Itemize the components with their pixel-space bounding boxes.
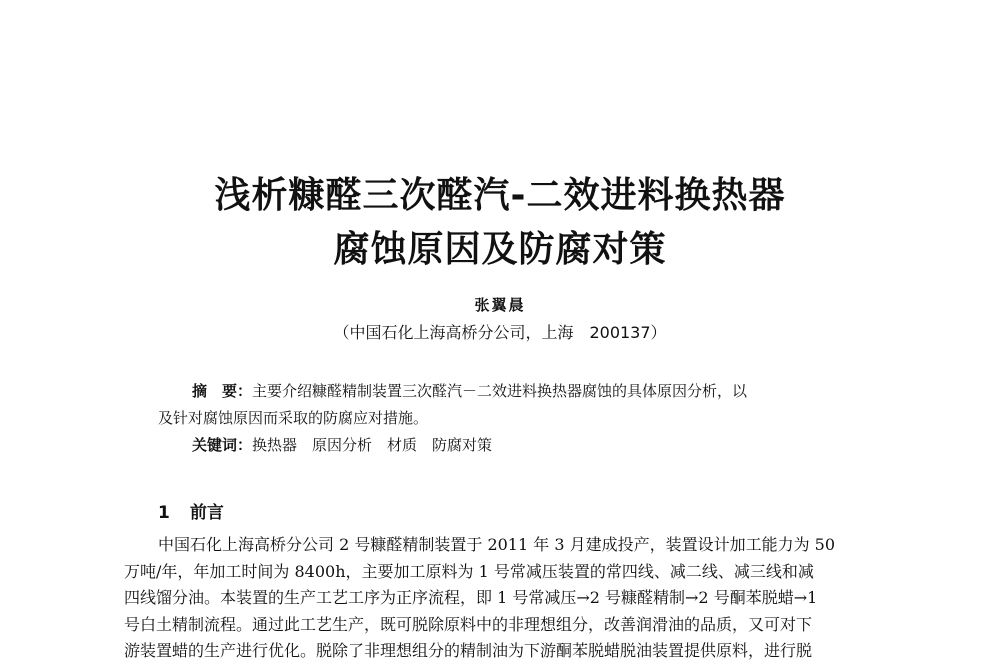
author-affiliation: （中国石化上海高桥分公司，上海 200137） [333,323,667,342]
section-number: 1 [158,503,170,523]
body-line: 中国石化上海高桥分公司 2 号糠醛精制装置于 2011 年 3 月建成投产，装置设计加工能力为 50 [158,535,836,554]
body-paragraph [124,532,884,665]
abstract-line-1 [158,378,858,405]
title-line-2: 腐蚀原因及防腐对策 [333,229,667,270]
abstract-label: 摘 要： [192,382,253,400]
abstract-text-2: 及针对腐蚀原因而采取的防腐应对措施。 [158,409,429,427]
abstract-line-2 [158,405,858,432]
section-title: 前言 [189,503,224,523]
abstract-text-1: 主要介绍糠醛精制装置三次醛汽－二效进料换热器腐蚀的具体原因分析，以 [252,382,748,400]
keywords-text: 换热器 原因分析 材质 防腐对策 [252,436,493,454]
body-line: 万吨/年，年加工时间为 8400h，主要加工原料为 1 号常减压装置的常四线、减二线、减三线和减 [124,561,814,581]
body-line: 号白土精制流程。通过此工艺生产，既可脱除原料中的非理想组分，改善润滑油的品质，又可对下 [124,614,813,634]
title-line-1: 浅析糠醛三次醛汽-二效进料换热器 [214,175,786,216]
keywords-label: 关键词： [192,436,253,454]
abstract-block [158,378,858,459]
author-name: 张翼晨 [474,296,526,314]
body-line: 游装置蜡的生产进行优化。脱除了非理想组分的精制油为下游酮苯脱蜡脱油装置提供原料，进行脱 [124,641,813,660]
section-heading [158,498,224,523]
keywords-line [158,432,858,459]
body-line: 四线馏分油。本装置的生产工艺工序为正序流程，即 1 号常减压→2 号糠醛精制→2 号酮苯脱蜡→1 [124,588,818,607]
